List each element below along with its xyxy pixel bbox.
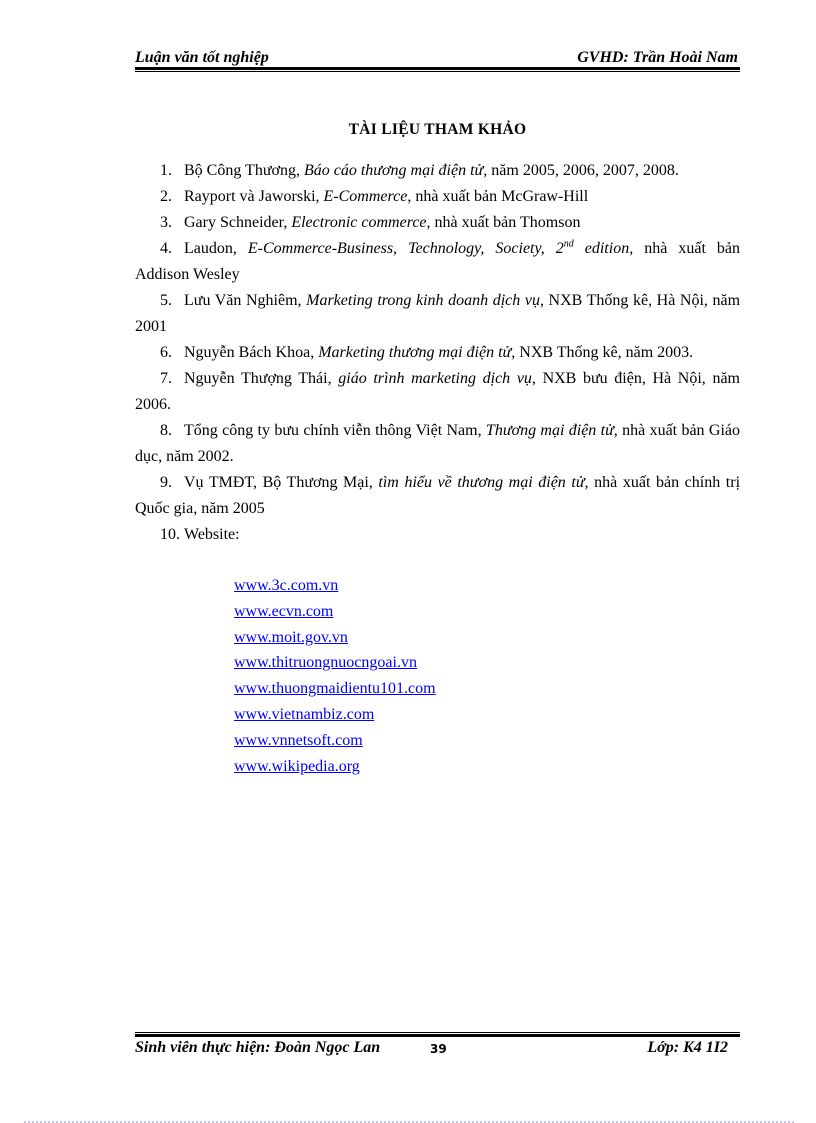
website-link[interactable]: www.ecvn.com (234, 602, 334, 620)
reference-item: 1. Bộ Công Thương, Báo cáo thương mại điện tử, năm 2005, 2006, 2007, 2008. (160, 162, 679, 179)
website-list (234, 573, 442, 779)
reference-item: 2. Rayport và Jaworski, E-Commerce, nhà xuất bản McGraw-Hill (160, 188, 589, 205)
page-footer (135, 1036, 740, 1060)
reference-item: 10. Website: (160, 526, 240, 543)
reference-item: 8. Tổng công ty bưu chính viễn thông Việt Nam, Thương mại điện tử, nhà xuất bản Giáo dục, năm 2002. (135, 422, 740, 465)
website-link[interactable]: www.wikipedia.org (234, 757, 360, 775)
reference-item: 4. Laudon, E-Commerce-Business, Technology, Society, 2nd edition, nhà xuất bản Addison Wesley (135, 238, 741, 283)
reference-item: 7. Nguyễn Thượng Thái, giáo trình marketing dịch vụ, NXB bưu điện, Hà Nội, năm 2006. (135, 370, 740, 413)
footer-student: Sinh viên thực hiện: Đoàn Ngọc Lan (135, 1039, 381, 1056)
page-number: 39 (430, 1042, 447, 1056)
page-title: TÀI LIỆU THAM KHẢO (348, 121, 527, 138)
reference-list (135, 158, 740, 548)
website-link[interactable]: www.vnnetsoft.com (234, 731, 363, 749)
footer-class: Lớp: K4 1I2 (647, 1039, 728, 1056)
website-link[interactable]: www.thuongmaidientu101.com (234, 680, 436, 698)
website-link[interactable]: www.moit.gov.vn (234, 628, 348, 646)
website-link[interactable]: www.thitruongnuocngoai.vn (234, 654, 417, 672)
reference-item: 5. Lưu Văn Nghiêm, Marketing trong kinh doanh dịch vụ, NXB Thống kê, Hà Nội, năm 2001 (135, 292, 741, 335)
website-link[interactable]: www.vietnambiz.com (234, 705, 375, 723)
reference-item: 9. Vụ TMĐT, Bộ Thương Mại, tìm hiểu về thương mại điện tử, nhà xuất bản chính trị Quốc gia, năm 2005 (135, 474, 741, 517)
website-link[interactable]: www.3c.com.vn (234, 577, 339, 594)
header-advisor: GVHD: Trần Hoài Nam (577, 49, 738, 66)
header-thesis-label: Luận văn tốt nghiệp (135, 49, 269, 66)
reference-item: 3. Gary Schneider, Electronic commerce, nhà xuất bản Thomson (160, 214, 581, 231)
header-divider (135, 67, 740, 72)
reference-item: 6. Nguyễn Bách Khoa, Marketing thương mại điện tử, NXB Thống kê, năm 2003. (160, 344, 694, 361)
